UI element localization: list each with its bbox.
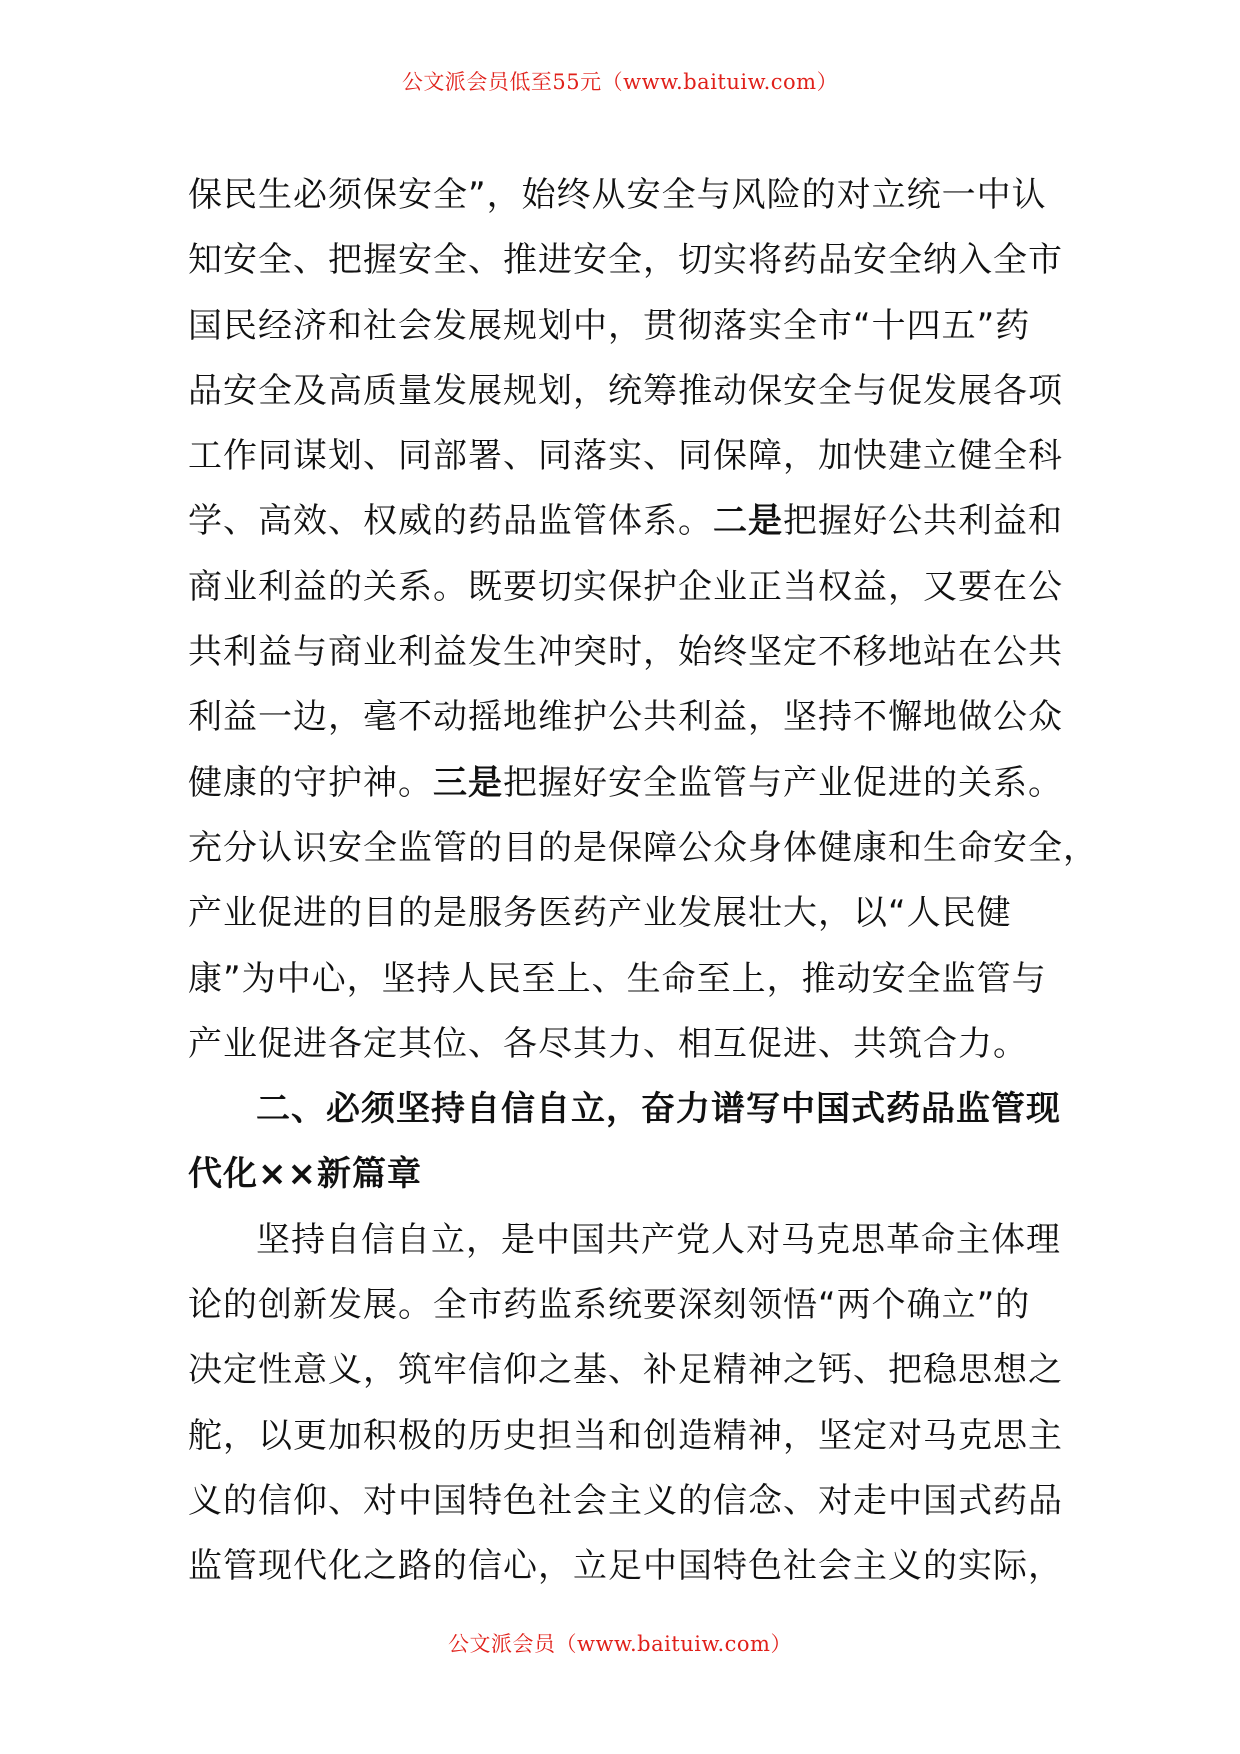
bold-keyword: 二是 — [713, 501, 783, 542]
text-segment: 健康的守护神。 — [188, 762, 433, 803]
text-line: 康”为中心，坚持人民至上、生命至上，推动安全监管与 — [188, 958, 1047, 999]
text-line: 工作同谋划、同部署、同落实、同保障，加快建立健全科 — [188, 436, 1063, 477]
paragraph-first-line: 坚持自信自立，是中国共产党人对马克思革命主体理 — [256, 1219, 1061, 1260]
text-line: 产业促进的目的是服务医药产业发展壮大，以“人民健 — [188, 893, 1012, 934]
text-line: 产业促进各定其位、各尽其力、相互促进、共筑合力。 — [188, 1023, 1028, 1064]
text-segment: 把握好安全监管与产业促进的关系。 — [503, 762, 1063, 803]
text-segment: 学、高效、权威的药品监管体系。 — [188, 501, 713, 542]
section-heading: 二、必须坚持自信自立，奋力谱写中国式药品监管现 — [256, 1089, 1061, 1130]
section-heading-continued: 代化××新篇章 — [188, 1154, 422, 1195]
text-line — [188, 489, 1068, 554]
text-line: 国民经济和社会发展规划中，贯彻落实全市“十四五”药 — [188, 305, 1031, 346]
text-line: 论的创新发展。全市药监系统要深刻领悟“两个确立”的 — [188, 1285, 1031, 1326]
text-line: 品安全及高质量发展规划，统筹推动保安全与促发展各项 — [188, 370, 1063, 411]
text-line: 利益一边，毫不动摇地维护公共利益，坚持不懈地做公众 — [188, 697, 1063, 738]
text-line: 商业利益的关系。既要切实保护企业正当权益，又要在公 — [188, 566, 1063, 607]
text-line: 共利益与商业利益发生冲突时，始终坚定不移地站在公共 — [188, 632, 1063, 673]
text-line: 知安全、把握安全、推进安全，切实将药品安全纳入全市 — [188, 240, 1063, 281]
text-segment: 把握好公共利益和 — [783, 501, 1063, 542]
text-line: 决定性意义，筑牢信仰之基、补足精神之钙、把稳思想之 — [188, 1350, 1063, 1391]
text-line: 监管现代化之路的信心，立足中国特色社会主义的实际， — [188, 1546, 1063, 1587]
text-line: 保民生必须保安全”，始终从安全与风险的对立统一中认 — [188, 175, 1047, 215]
page-footer-watermark: 公文派会员（www.baituiw.com） — [448, 1632, 792, 1656]
text-line: 义的信仰、对中国特色社会主义的信念、对走中国式药品 — [188, 1480, 1063, 1521]
text-line: 充分认识安全监管的目的是保障公众身体健康和生命安全， — [188, 827, 1098, 868]
text-line: 舵，以更加积极的历史担当和创造精神，坚定对马克思主 — [188, 1415, 1063, 1456]
document-body — [188, 163, 1098, 1600]
page-header-watermark: 公文派会员低至55元（www.baituiw.com） — [401, 70, 839, 94]
text-line — [188, 751, 1068, 816]
bold-keyword: 三是 — [433, 762, 503, 803]
